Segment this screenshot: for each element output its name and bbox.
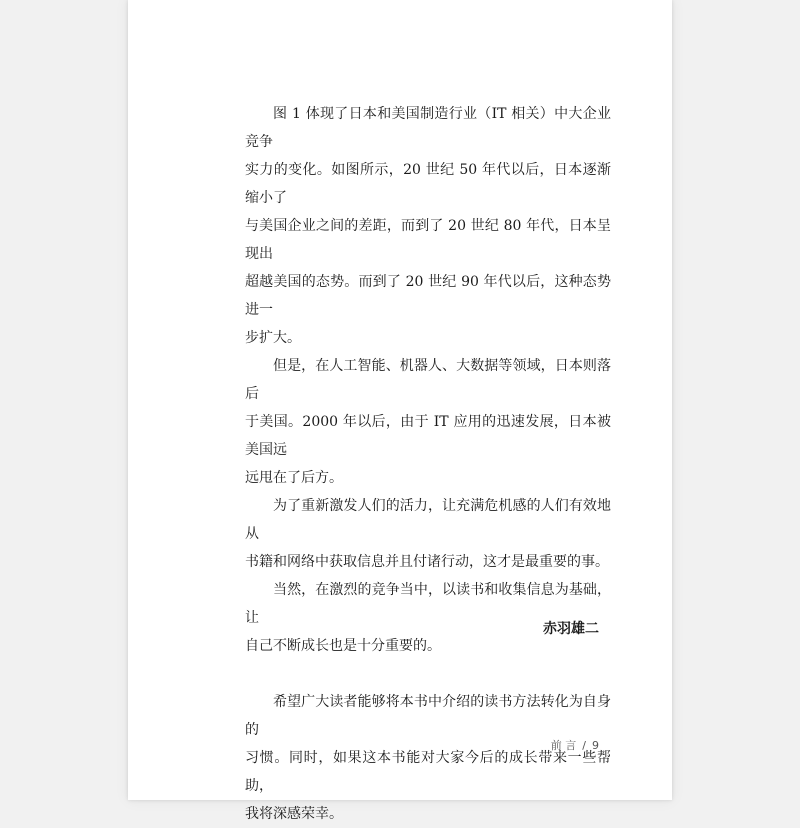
- paragraph-1: 图 1 体现了日本和美国制造行业（IT 相关）中大企业竞争 实力的变化。如图所示，20 世纪 50 年代以后，日本逐渐缩小了 与美国企业之间的差距，而到了 20 世纪 80 年代，日本呈现出 超越美国的态势。而到了 20 世纪 90 年代以后，这种态势进一 步扩大。: [245, 106, 611, 346]
- body-text: [245, 100, 611, 828]
- paragraph-5: 希望广大读者能够将本书中介绍的读书方法转化为自身的 习惯。同时，如果这本书能对大家今后的成长带来一些帮助， 我将深感荣幸。: [245, 694, 611, 822]
- page-number: 9: [592, 739, 599, 752]
- author-signature: 赤羽雄二: [543, 621, 599, 637]
- footer-separator: /: [582, 739, 586, 752]
- footer-section: 前 言: [550, 739, 577, 752]
- page-footer: [528, 737, 599, 753]
- paragraph-4: 当然，在激烈的竞争当中，以读书和收集信息为基础，让 自己不断成长也是十分重要的。: [245, 582, 611, 654]
- paragraph-3: 为了重新激发人们的活力，让充满危机感的人们有效地从 书籍和网络中获取信息并且付诸行动，这才是最重要的事。: [245, 498, 611, 570]
- book-page: [128, 0, 672, 822]
- paragraph-2: 但是，在人工智能、机器人、大数据等领域，日本则落后 于美国。2000 年以后，由于 IT 应用的迅速发展，日本被美国远 远甩在了后方。: [245, 358, 611, 486]
